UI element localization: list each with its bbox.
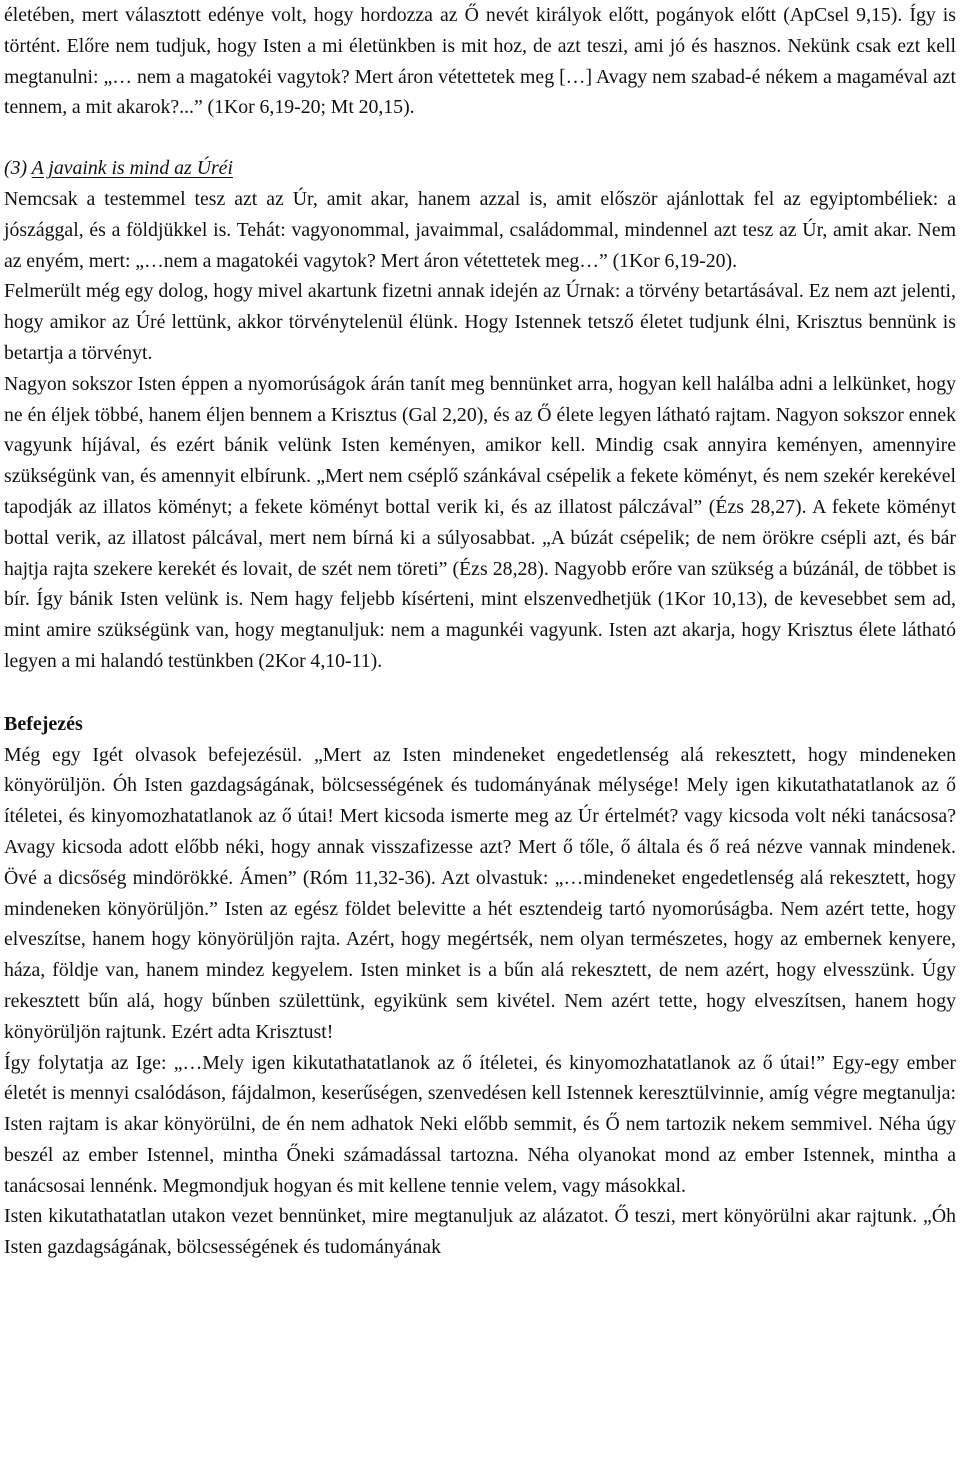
section-paragraph: Nagyon sokszor Isten éppen a nyomorúságok árán tanít meg bennünket arra, hogyan kell halálba adni a lelkünket, hogy ne én éljek többé, hanem éljen bennem a Krisztus (Gal 2,20), és az Ő élete legyen látható rajtam. Nagyon sokszor ennek vagyunk híjával, és ezért bánik velünk Isten keményen, amikor kell. Mindig csak annyira keményen, amennyire szükségünk van, és amennyit elbírunk. „Mert nem cséplő szánkával csépelik a fekete köményt, és nem szekér kerekével tapodják az illatos köményt; a fekete köményt bottal verik ki, és az illatost pálczával” (Ézs 28,27). A fekete köményt bottal verik, az illatost pálcával, mert nem bírná ki a súlyosabbat. „A búzát csépelik; de nem örökre csépli azt, és bár hajtja rajta szekere kerekét és lovait, de szét nem töreti” (Ézs 28,28). Nagyobb erőre van szükség a búzánál, de többet is bír. Így bánik Isten velünk is. Nem hagy feljebb kísérteni, mint elszenvedhetjük (1Kor 10,13), de kevesebbet sem ad, mint amire szükségünk van, hogy megtanuljuk: nem a magunkéi vagyunk. Isten azt akarja, hogy Krisztus élete látható legyen a mi halandó testünkben (2Kor 4,10-11). [4, 372, 956, 672]
conclusion-heading: Befejezés [4, 712, 83, 735]
section-heading [4, 153, 956, 184]
spacer [4, 677, 956, 709]
section-paragraph: Felmerült még egy dolog, hogy mivel akartunk fizetni annak idején az Úrnak: a törvény betartásával. Ez nem azt jelenti, hogy amikor az Úré lettünk, akkor törvénytelenül élünk. Hogy Istennek tetsző életet tudjunk élni, Krisztus bennünk is betartja a törvényt. [4, 280, 956, 364]
intro-paragraph: életében, mert választott edénye volt, hogy hordozza az Ő nevét királyok előtt, pogányok előtt (ApCsel 9,15). Így is történt. Előre nem tudjuk, hogy Isten a mi életünkben is mit hoz, de azt teszi, ami jó és hasznos. Nekünk csak ezt kell megtanulni: „… nem a magatokéi vagytok? Mert áron vétettetek meg […] Avagy nem szabad-é nékem a magaméval azt tennem, a mit akarok?...” (1Kor 6,19-20; Mt 20,15). [4, 4, 956, 119]
section-title: A javaink is mind az Úréi [31, 157, 233, 180]
conclusion-paragraph: Így folytatja az Ige: „…Mely igen kikutathatatlanok az ő ítéletei, és kinyomozhatatlanok az ő útai!” Egy-egy ember életét is mennyi csalódáson, fájdalmon, keserűségen, szenvedésen kell Istennek keresztülvinnie, amíg végre megtanulja: Isten rajtam is akar könyörülni, de én nem adhatok Neki előbb semmit, és Ő nem tartozik nekem semmivel. Néha úgy beszél az ember Istennel, mintha Őneki számadással tartozna. Néha olyanokat mond az ember Istennek, mintha a tanácsosai lennénk. Megmondjuk hogyan és mit kellene tennie velem, vagy másokkal. [4, 1051, 956, 1197]
spacer [4, 123, 956, 153]
section-number: (3) [4, 157, 28, 180]
conclusion-paragraph: Isten kikutathatatlan utakon vezet bennünket, mire megtanuljuk az alázatot. Ő teszi, mert könyörülni akar rajtunk. „Óh Isten gazdagságának, bölcsességének és tudományának [4, 1205, 956, 1259]
section-paragraph: Nemcsak a testemmel tesz azt az Úr, amit akar, hanem azzal is, amit először ajánlottak fel az egyiptombéliek: a jószággal, és a földjükkel is. Tehát: vagyonommal, javaimmal, családommal, mindennel azt tesz az Úr, amit akar. Nem az enyém, mert: „…nem a magatokéi vagytok? Mert áron vétettetek meg…” (1Kor 6,19-20). [4, 187, 956, 272]
conclusion-paragraph: Még egy Igét olvasok befejezésül. „Mert az Isten mindeneket engedetlenség alá rekesztett, hogy mindeneken könyörüljön. Óh Isten gazdagságának, bölcsességének és tudományának mélysége! Mely igen kikutathatatlanok az ő ítéletei, és kinyomozhatatlanok az ő útai! Mert kicsoda ismerte meg az Úr értelmét? vagy kicsoda volt néki tanácsosa? Avagy kicsoda adott előbb néki, hogy annak visszafizesse azt? Mert ő tőle, ő általa és ő reá nézve vannak mindenek. Övé a dicsőség mindörökké. Ámen” (Róm 11,32-36). Azt olvastuk: „…mindeneket engedetlenség alá rekesztett, hogy mindeneken könyörüljön.” Isten az egész földet belevitte a hét esztendeig tartó nyomorúságba. Nem azért tette, hogy elveszítse, hanem hogy könyörüljön rajta. Azért, hogy megértsék, nem olyan természetes, hogy az embernek kenyere, háza, földje van, hanem mindez kegyelem. Isten minket is a bűn alá rekesztett, de nem azért, hogy elvesszünk. Úgy rekesztett bűn alá, hogy bűnben születtünk, egyikünk sem kivétel. Nem azért tette, hogy elveszítsen, hanem hogy könyörüljön rajtunk. Ezért adta Krisztust! [4, 743, 956, 1043]
